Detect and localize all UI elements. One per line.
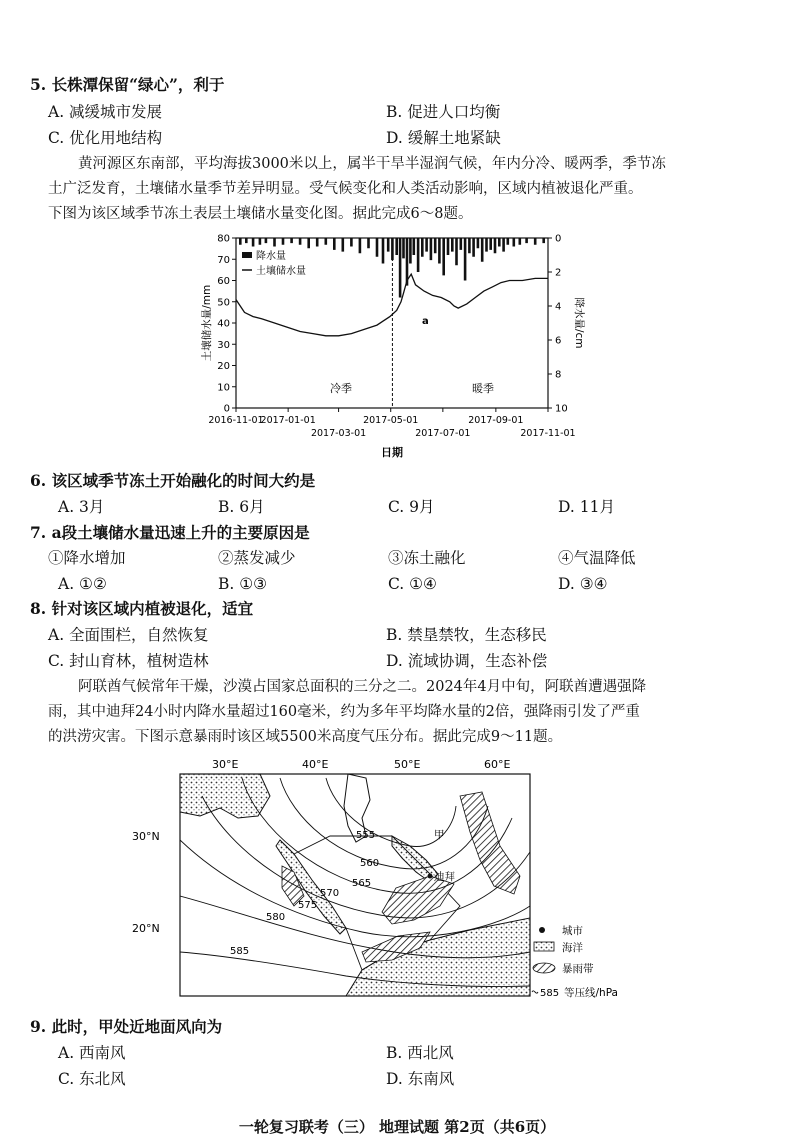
passage2-line: 的洪涝灾害。下图示意暴雨时该区域5500米高度气压分布。据此完成9～11题。 (48, 729, 563, 745)
q5-option-c[interactable]: C. 优化用地结构 (48, 129, 163, 147)
y-left-tick-label: 30 (217, 339, 230, 351)
q8-option-d[interactable]: D. 流域协调，生态补偿 (386, 652, 548, 670)
lon-label-60: 60°E (484, 758, 511, 771)
season-cold-label: 冷季 (330, 382, 352, 395)
q5-stem: 5. 长株潭保留“绿心”，利于 (30, 75, 225, 94)
q5-option-a[interactable]: A. 减缓城市发展 (48, 103, 163, 121)
q9-option-d[interactable]: D. 东南风 (386, 1070, 455, 1088)
y-right-tick-label: 2 (555, 267, 562, 279)
q9-option-c[interactable]: C. 东北风 (58, 1070, 126, 1088)
x-tick-label-top: 2017-01-01 (260, 415, 316, 426)
q7-option-b[interactable]: B. ①③ (218, 575, 268, 593)
q8-option-b[interactable]: B. 禁垦禁牧，生态移民 (386, 626, 547, 644)
isobar-label-565: 565 (352, 878, 372, 889)
q7-option-c[interactable]: C. ①④ (388, 575, 437, 593)
lon-label-30: 30°E (212, 758, 239, 771)
legend-ocean-symbol (534, 942, 554, 951)
y-right-tick-label: 0 (555, 233, 562, 245)
y-left-tick-label: 20 (217, 361, 230, 372)
q6-option-a[interactable]: A. 3月 (58, 498, 105, 516)
y-left-tick-label: 40 (217, 318, 230, 330)
x-tick-label-bottom: 2017-07-01 (415, 428, 471, 439)
q6-option-b[interactable]: B. 6月 (218, 498, 265, 516)
y-left-tick-label: 50 (217, 297, 230, 309)
pressure-map (130, 756, 720, 1006)
q6-stem: 6. 该区域季节冻土开始融化的时间大约是 (30, 471, 316, 490)
passage2-line: 雨，其中迪拜24小时内降水量超过160毫米，约为多年平均降水量的2倍，强降雨引发了严重 (48, 704, 640, 720)
y-left-tick-label: 60 (217, 276, 230, 287)
y-left-tick-label: 80 (217, 233, 230, 245)
q8-option-c[interactable]: C. 封山育林，植树造林 (48, 652, 209, 670)
y-left-tick-label: 10 (217, 382, 230, 394)
x-tick-label-top: 2017-05-01 (363, 415, 419, 426)
q5-option-d[interactable]: D. 缓解土地紧缺 (386, 129, 501, 147)
q7-statement-4: ④气温降低 (558, 549, 636, 567)
lon-label-40: 40°E (302, 758, 329, 771)
dubai-label: 迪拜 (434, 871, 455, 883)
dubai-city-marker (428, 874, 433, 879)
passage2-line: 阿联酋气候常年干燥，沙漠占国家总面积的三分之二。2024年4月中旬，阿联酋遭遇强降 (78, 679, 647, 695)
q9-option-a[interactable]: A. 西南风 (58, 1044, 126, 1062)
q8-stem: 8. 针对该区域内植被退化，适宜 (30, 599, 254, 618)
q9-option-b[interactable]: B. 西北风 (386, 1044, 454, 1062)
legend-soil-label: 土壤储水量 (256, 266, 306, 277)
x-tick-label-top: 2017-09-01 (468, 415, 524, 426)
passage-yellow-river (48, 152, 666, 227)
season-warm-label: 暖季 (472, 382, 494, 395)
legend-rain-symbol (533, 963, 555, 973)
isobar-label-560: 560 (360, 858, 380, 869)
passage1-line: 下图为该区域季节冻土表层土壤储水量变化图。据此完成6～8题。 (48, 206, 473, 222)
passage1-line: 黄河源区东南部，平均海拔3000米以上，属半干旱半湿润气候，年内分冷、暖两季，季节冻 (78, 156, 666, 172)
legend-rain-label: 暴雨带 (562, 963, 594, 975)
y-right-tick-label: 6 (555, 335, 562, 347)
q7-statement-1: ①降水增加 (48, 549, 126, 567)
legend-precip-label: 降水量 (256, 251, 286, 262)
q8-option-a[interactable]: A. 全面围栏，自然恢复 (48, 626, 209, 644)
legend-ocean-label: 海洋 (562, 942, 583, 954)
isobar-label-580: 580 (266, 912, 286, 923)
q6-option-c[interactable]: C. 9月 (388, 498, 435, 516)
q7-stem: 7. a段土壤储水量迅速上升的主要原因是 (30, 523, 310, 542)
q7-statement-3: ③冻土融化 (388, 549, 466, 567)
lat-label-20: 20°N (132, 922, 160, 935)
q7-statement-2: ②蒸发减少 (218, 549, 296, 567)
legend-isobar-symbol (532, 991, 538, 993)
jia-label: 甲 (434, 829, 445, 841)
isobar-560 (280, 778, 488, 869)
y-right-tick-label: 4 (555, 301, 562, 313)
x-axis-title: 日期 (381, 446, 403, 459)
isobar-label-555: 555 (356, 830, 376, 841)
q5-option-b[interactable]: B. 促进人口均衡 (386, 103, 501, 121)
x-tick-label-bottom: 2017-03-01 (310, 428, 367, 439)
q9-stem: 9. 此时，甲处近地面风向为 (30, 1017, 223, 1036)
passage-uae (48, 675, 646, 750)
mediterranean-sea (180, 774, 270, 818)
q7-option-a[interactable]: A. ①② (58, 575, 107, 593)
point-a-label: a (422, 316, 429, 327)
y-left-tick-label: 0 (223, 403, 230, 415)
isobar-label-585: 585 (230, 946, 250, 957)
y-right-tick-label: 10 (555, 403, 568, 415)
legend-precip-swatch (242, 252, 252, 258)
isobar-label-570: 570 (320, 888, 340, 899)
y-axis-left-title: 土壤储水量/mm (201, 284, 213, 362)
legend-city-label: 城市 (562, 925, 583, 937)
q7-option-d[interactable]: D. ③④ (558, 575, 608, 593)
q6-option-d[interactable]: D. 11月 (558, 498, 615, 516)
x-tick-label-top: 2016-11-01 (208, 415, 264, 426)
lon-label-50: 50°E (394, 758, 421, 771)
chart-legend (242, 249, 306, 277)
legend-isobar-label: 等压线/hPa (564, 987, 618, 999)
y-left-tick-label: 70 (217, 254, 230, 266)
passage1-line: 土广泛发育，土壤储水量季节差异明显。受气候变化和人类活动影响，区域内植被退化严重。 (48, 181, 643, 197)
legend-isobar-sample: 585 (540, 988, 560, 999)
soil-storage-chart (180, 224, 600, 462)
legend-city-symbol (539, 927, 545, 933)
lat-label-30: 30°N (132, 830, 160, 843)
map-legend (532, 924, 618, 999)
isobar-label-575: 575 (298, 900, 318, 911)
y-axis-right-title: 降水量/cm (573, 297, 585, 349)
x-tick-label-bottom: 2017-11-01 (520, 428, 576, 439)
page-footer: 一轮复习联考（三） 地理试题 第2页（共6页） (238, 1118, 556, 1136)
y-right-tick-label: 8 (555, 369, 562, 381)
